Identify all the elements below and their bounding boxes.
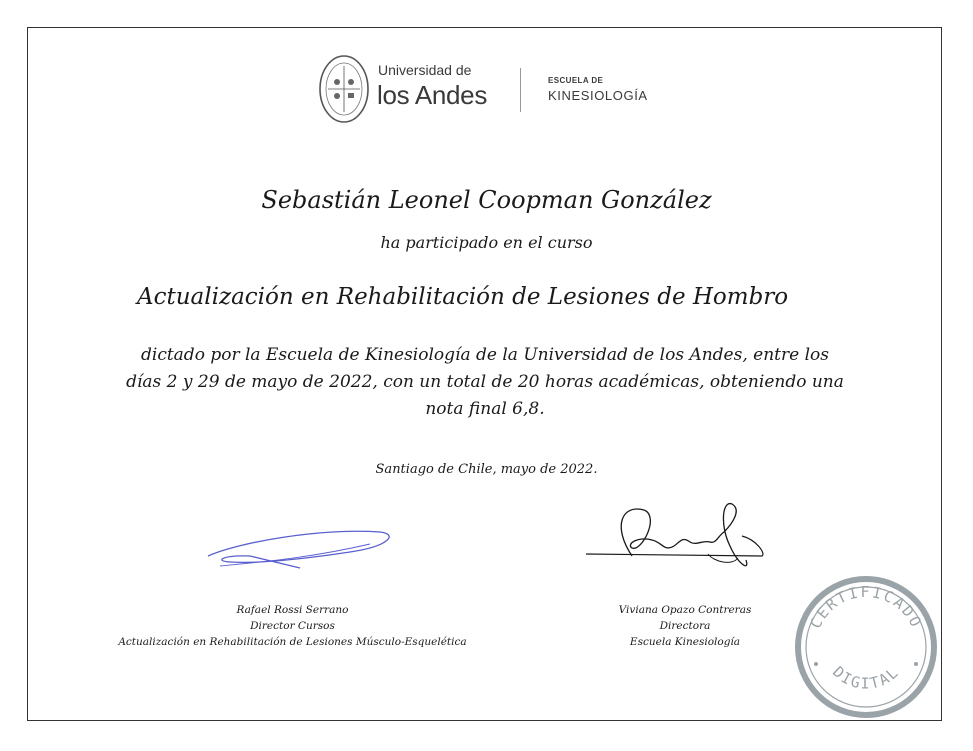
university-seal-icon — [318, 54, 370, 124]
signature-right — [560, 602, 810, 650]
signer-role: Directora — [659, 620, 711, 632]
logo-divider — [520, 68, 521, 112]
body-line: días 2 y 29 de mayo de 2022, con un total de 20 horas académicas, obteniendo una — [126, 372, 844, 392]
svg-text:DIGITAL — [829, 663, 903, 693]
signer-name: Rafael Rossi Serrano — [236, 604, 349, 616]
signer-name: Viviana Opazo Contreras — [618, 604, 752, 616]
header-logo — [318, 52, 658, 126]
participation-text: ha participado en el curso — [380, 233, 593, 252]
school-label: ESCUELA DE — [548, 76, 604, 85]
recipient-name: Sebastián Leonel Coopman González — [261, 186, 712, 214]
course-title: Actualización en Rehabilitación de Lesiones de Hombro — [137, 284, 789, 310]
body-line: dictado por la Escuela de Kinesiología de la Universidad de los Andes, entre los — [141, 345, 829, 365]
stamp-bottom-text: DIGITAL — [829, 662, 903, 693]
stamp-top-text: CERTIFICADO — [806, 583, 926, 632]
place-date: Santiago de Chile, mayo de 2022. — [375, 462, 598, 477]
signer-unit: Escuela Kinesiología — [629, 636, 741, 648]
body-line: nota final 6,8. — [425, 399, 545, 419]
certificate-body — [105, 342, 865, 423]
university-name-line2: los Andes — [377, 80, 488, 110]
signature-left-image — [200, 522, 400, 578]
signer-role: Director Cursos — [250, 620, 335, 632]
signer-unit: Actualización en Rehabilitación de Lesiones Músculo-Esquelética — [118, 636, 467, 648]
signature-right-image — [582, 496, 772, 578]
digital-certificate-stamp — [793, 574, 939, 720]
school-name: KINESIOLOGÍA — [548, 88, 648, 103]
university-name-line1: Universidad de — [378, 62, 472, 78]
signature-left — [100, 602, 485, 650]
